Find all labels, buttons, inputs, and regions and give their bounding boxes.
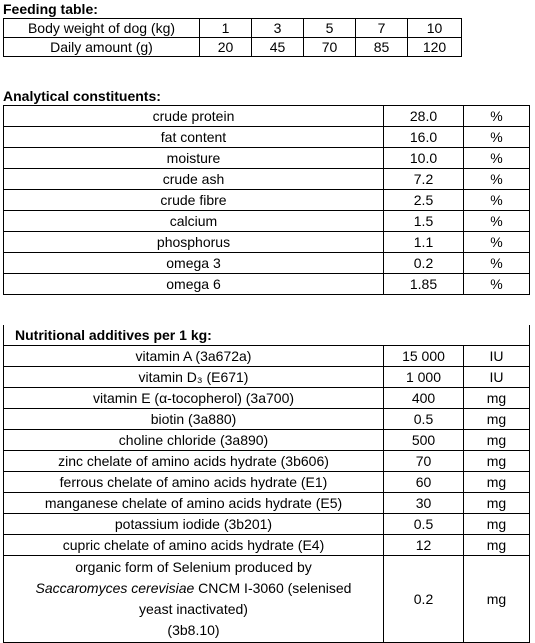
additives-row — [4, 367, 530, 388]
additives-value: 0.5 — [384, 409, 464, 430]
analytical-heading: Analytical constituents: — [3, 88, 161, 104]
analytical-row — [4, 274, 530, 295]
additives-value: 500 — [384, 430, 464, 451]
additives-heading: Nutritional additives per 1 kg: — [4, 325, 530, 346]
additives-unit: IU — [464, 367, 530, 388]
analytical-table — [3, 105, 530, 295]
analytical-value: 10.0 — [384, 148, 464, 169]
additives-name: biotin (3a880) — [4, 409, 384, 430]
selenium-unit: mg — [464, 556, 530, 643]
selenium-value: 0.2 — [384, 556, 464, 643]
analytical-name: omega 3 — [4, 253, 384, 274]
analytical-name: omega 6 — [4, 274, 384, 295]
additives-unit: IU — [464, 346, 530, 367]
additives-row — [4, 535, 530, 556]
analytical-name: phosphorus — [4, 232, 384, 253]
additives-name: vitamin E (α-tocopherol) (3a700) — [4, 388, 384, 409]
additives-value: 12 — [384, 535, 464, 556]
analytical-value: 1.5 — [384, 211, 464, 232]
analytical-row — [4, 148, 530, 169]
additives-value: 60 — [384, 472, 464, 493]
analytical-row — [4, 127, 530, 148]
additives-name: ferrous chelate of amino acids hydrate (E1) — [4, 472, 384, 493]
additives-row — [4, 409, 530, 430]
weight-label: Body weight of dog (kg) — [4, 19, 200, 38]
selenium-line-4: (3b8.10) — [167, 622, 220, 638]
additives-row — [4, 493, 530, 514]
selenium-line-3: yeast inactivated) — [139, 601, 248, 617]
analytical-unit: % — [464, 106, 530, 127]
additives-value: 70 — [384, 451, 464, 472]
selenium-species: Saccaromyces cerevisiae — [35, 580, 195, 596]
selenium-line-2: CNCM I-3060 (selenised — [194, 580, 352, 596]
additives-name: cupric chelate of amino acids hydrate (E4) — [4, 535, 384, 556]
additives-name: vitamin D₃ (E671) — [4, 367, 384, 388]
additives-row — [4, 472, 530, 493]
analytical-value: 1.1 — [384, 232, 464, 253]
weight-cell: 1 — [200, 19, 252, 38]
additives-value: 15 000 — [384, 346, 464, 367]
analytical-value: 7.2 — [384, 169, 464, 190]
additives-value: 30 — [384, 493, 464, 514]
feeding-table-heading: Feeding table: — [3, 1, 98, 17]
analytical-name: fat content — [4, 127, 384, 148]
additives-unit: mg — [464, 430, 530, 451]
analytical-unit: % — [464, 253, 530, 274]
selenium-row — [4, 556, 530, 643]
additives-row — [4, 451, 530, 472]
amount-cell: 85 — [356, 38, 408, 57]
additives-unit: mg — [464, 409, 530, 430]
additives-value: 400 — [384, 388, 464, 409]
weight-cell: 7 — [356, 19, 408, 38]
additives-unit: mg — [464, 388, 530, 409]
analytical-unit: % — [464, 232, 530, 253]
analytical-unit: % — [464, 148, 530, 169]
additives-unit: mg — [464, 472, 530, 493]
analytical-value: 28.0 — [384, 106, 464, 127]
analytical-row — [4, 253, 530, 274]
analytical-name: crude ash — [4, 169, 384, 190]
additives-name: manganese chelate of amino acids hydrate (E5) — [4, 493, 384, 514]
analytical-unit: % — [464, 127, 530, 148]
feeding-table — [3, 18, 462, 57]
feeding-amount-row — [4, 38, 462, 57]
additives-name: zinc chelate of amino acids hydrate (3b606) — [4, 451, 384, 472]
additives-unit: mg — [464, 493, 530, 514]
amount-cell: 120 — [408, 38, 462, 57]
additives-unit: mg — [464, 451, 530, 472]
analytical-value: 16.0 — [384, 127, 464, 148]
analytical-unit: % — [464, 211, 530, 232]
additives-table — [3, 325, 530, 643]
analytical-row — [4, 190, 530, 211]
analytical-unit: % — [464, 190, 530, 211]
selenium-line-1: organic form of Selenium produced by — [75, 559, 312, 575]
additives-value: 0.5 — [384, 514, 464, 535]
weight-cell: 3 — [252, 19, 304, 38]
additives-unit: mg — [464, 514, 530, 535]
amount-cell: 70 — [304, 38, 356, 57]
additives-name: choline chloride (3a890) — [4, 430, 384, 451]
selenium-name — [4, 556, 384, 643]
additives-row — [4, 514, 530, 535]
additives-heading-row — [4, 325, 530, 346]
additives-row — [4, 388, 530, 409]
analytical-value: 1.85 — [384, 274, 464, 295]
additives-row — [4, 430, 530, 451]
analytical-row — [4, 211, 530, 232]
additives-unit: mg — [464, 535, 530, 556]
analytical-name: calcium — [4, 211, 384, 232]
analytical-value: 2.5 — [384, 190, 464, 211]
analytical-name: crude protein — [4, 106, 384, 127]
weight-cell: 10 — [408, 19, 462, 38]
additives-value: 1 000 — [384, 367, 464, 388]
analytical-value: 0.2 — [384, 253, 464, 274]
amount-cell: 45 — [252, 38, 304, 57]
amount-cell: 20 — [200, 38, 252, 57]
additives-name: potassium iodide (3b201) — [4, 514, 384, 535]
analytical-row — [4, 232, 530, 253]
analytical-name: moisture — [4, 148, 384, 169]
analytical-name: crude fibre — [4, 190, 384, 211]
feeding-weight-row — [4, 19, 462, 38]
analytical-unit: % — [464, 274, 530, 295]
analytical-unit: % — [464, 169, 530, 190]
amount-label: Daily amount (g) — [4, 38, 200, 57]
analytical-row — [4, 106, 530, 127]
analytical-row — [4, 169, 530, 190]
weight-cell: 5 — [304, 19, 356, 38]
additives-name: vitamin A (3a672a) — [4, 346, 384, 367]
additives-row — [4, 346, 530, 367]
